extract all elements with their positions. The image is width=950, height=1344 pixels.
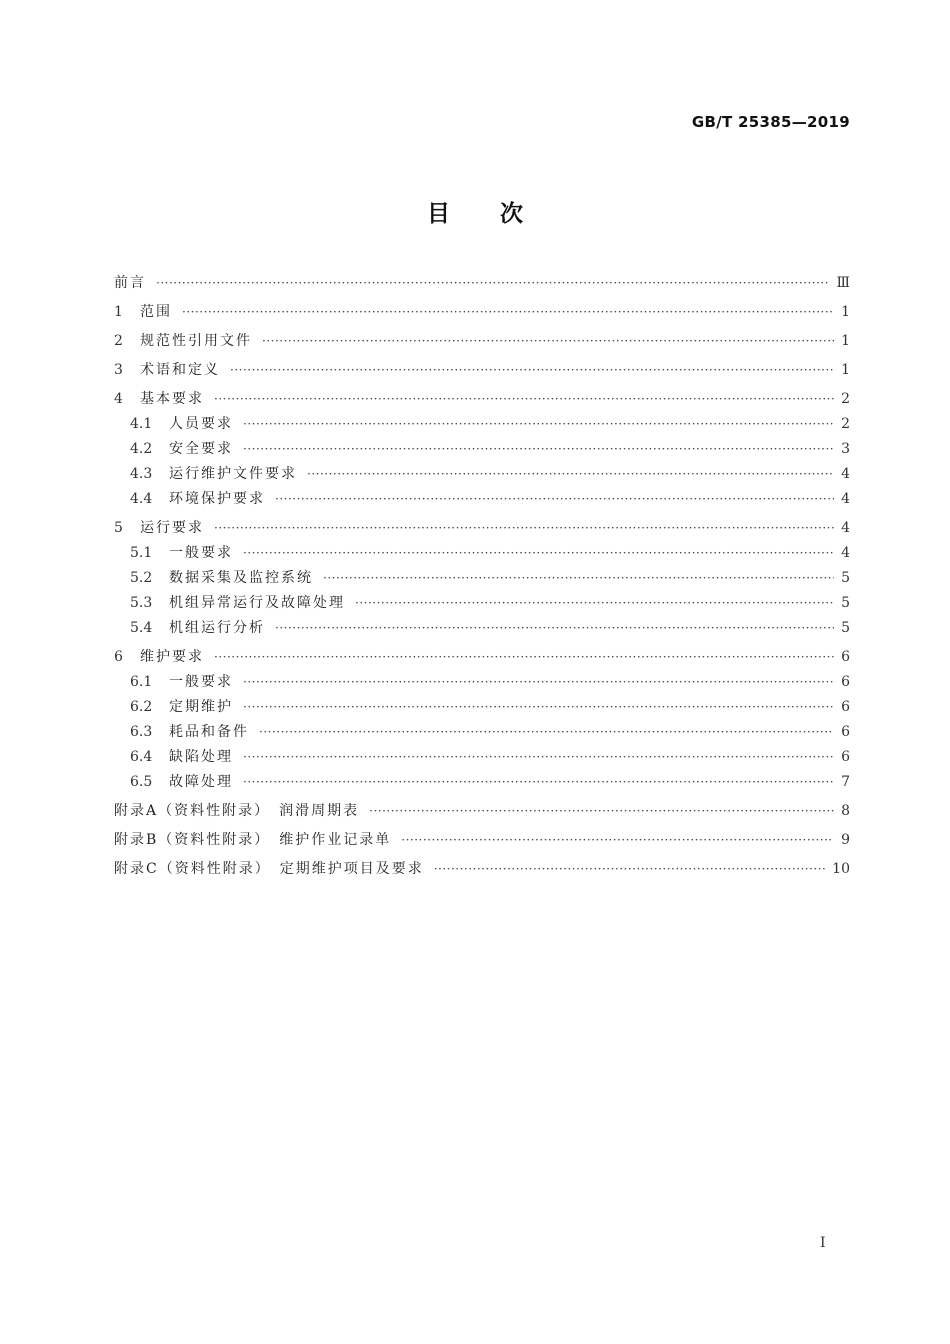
toc-entry-page: 3 <box>841 441 850 457</box>
toc-entry-number: 5.1 <box>130 545 153 561</box>
toc-entry-number: 6.4 <box>130 749 153 765</box>
toc-entry-appendix-c[interactable] <box>114 857 850 882</box>
toc-entry-page: 4 <box>841 545 850 561</box>
toc-entry-label: 机组运行分析 <box>169 620 265 636</box>
toc-entry-label: 附录C（资料性附录） 定期维护项目及要求 <box>114 861 424 877</box>
dot-leader <box>230 358 834 383</box>
dot-leader <box>307 462 834 487</box>
toc-entry-label: 范围 <box>140 304 172 320</box>
toc-entry-number: 4.3 <box>130 466 153 482</box>
toc-entry-number: 2 <box>114 333 123 349</box>
toc-entry-page: 2 <box>841 416 850 432</box>
toc-entry-page: 6 <box>841 649 850 665</box>
toc-entry-page: 1 <box>841 304 850 320</box>
dot-leader <box>243 437 834 462</box>
toc-entry-label: 附录A（资料性附录） 润滑周期表 <box>114 803 360 819</box>
dot-leader <box>275 487 834 512</box>
toc-entry-5-4[interactable] <box>114 616 850 641</box>
toc-entry-number: 4.2 <box>130 441 153 457</box>
toc-entry-label: 环境保护要求 <box>169 491 265 507</box>
dot-leader <box>156 271 830 296</box>
toc-entry-number: 4 <box>114 391 123 407</box>
toc-entry-number: 5.2 <box>130 570 153 586</box>
dot-leader <box>355 591 834 616</box>
dot-leader <box>369 799 834 824</box>
toc-entry-page: 6 <box>841 674 850 690</box>
dot-leader <box>243 695 834 720</box>
toc-entry-page: 7 <box>841 774 850 790</box>
toc-entry-page: 10 <box>832 861 850 877</box>
toc-entry-5-3[interactable] <box>114 591 850 616</box>
toc-entry-page: 5 <box>841 570 850 586</box>
dot-leader <box>259 720 834 745</box>
dot-leader <box>243 412 834 437</box>
toc-entry-6-3[interactable] <box>114 720 850 745</box>
toc-entry-number: 4.4 <box>130 491 153 507</box>
toc-entry-page: 5 <box>841 595 850 611</box>
toc-entry-label: 缺陷处理 <box>169 749 233 765</box>
toc-entry-label: 耗品和备件 <box>169 724 249 740</box>
toc-entry-5[interactable] <box>114 516 850 541</box>
page-title <box>0 195 950 228</box>
toc-entry-label: 维护要求 <box>140 649 204 665</box>
toc-entry-6[interactable] <box>114 645 850 670</box>
page-number: I <box>820 1235 826 1251</box>
dot-leader <box>243 745 834 770</box>
toc-entry-foreword[interactable] <box>114 271 850 296</box>
dot-leader <box>243 541 834 566</box>
toc-entry-label: 数据采集及监控系统 <box>169 570 313 586</box>
toc-entry-3[interactable] <box>114 358 850 383</box>
toc-entry-label: 运行要求 <box>140 520 204 536</box>
toc-entry-appendix-a[interactable] <box>114 799 850 824</box>
toc-entry-number: 4.1 <box>130 416 153 432</box>
toc-entry-number: 6.2 <box>130 699 153 715</box>
toc-entry-1[interactable] <box>114 300 850 325</box>
toc-entry-number: 6.1 <box>130 674 153 690</box>
toc-entry-label: 基本要求 <box>140 391 204 407</box>
toc-entry-page: 2 <box>841 391 850 407</box>
toc-entry-page: 8 <box>841 803 850 819</box>
toc-entry-label: 定期维护 <box>169 699 233 715</box>
toc-entry-6-4[interactable] <box>114 745 850 770</box>
toc-entry-4[interactable] <box>114 387 850 412</box>
toc-entry-page: 4 <box>841 520 850 536</box>
toc-entry-appendix-b[interactable] <box>114 828 850 853</box>
toc-entry-page: 6 <box>841 749 850 765</box>
toc-entry-label: 一般要求 <box>169 545 233 561</box>
dot-leader <box>243 770 834 795</box>
toc-entry-number: 6.3 <box>130 724 153 740</box>
toc-entry-label: 安全要求 <box>169 441 233 457</box>
toc-entry-label: 规范性引用文件 <box>140 333 252 349</box>
toc-entry-2[interactable] <box>114 329 850 354</box>
dot-leader <box>214 645 834 670</box>
toc-entry-label: 术语和定义 <box>140 362 220 378</box>
dot-leader <box>401 828 834 853</box>
table-of-contents <box>114 271 850 882</box>
toc-entry-4-2[interactable] <box>114 437 850 462</box>
toc-entry-label: 一般要求 <box>169 674 233 690</box>
toc-entry-6-2[interactable] <box>114 695 850 720</box>
toc-entry-4-3[interactable] <box>114 462 850 487</box>
dot-leader <box>275 616 834 641</box>
toc-entry-page: 6 <box>841 699 850 715</box>
toc-entry-4-4[interactable] <box>114 487 850 512</box>
toc-entry-number: 5.4 <box>130 620 153 636</box>
toc-entry-label: 附录B（资料性附录） 维护作业记录单 <box>114 832 392 848</box>
toc-entry-5-2[interactable] <box>114 566 850 591</box>
title-char-2: 次 <box>500 201 523 227</box>
toc-entry-page: 1 <box>841 333 850 349</box>
dot-leader <box>262 329 834 354</box>
dot-leader <box>323 566 834 591</box>
toc-entry-4-1[interactable] <box>114 412 850 437</box>
toc-entry-number: 3 <box>114 362 123 378</box>
toc-entry-page: Ⅲ <box>836 275 850 291</box>
toc-entry-number: 5.3 <box>130 595 153 611</box>
toc-entry-label: 运行维护文件要求 <box>169 466 297 482</box>
toc-entry-number: 6 <box>114 649 123 665</box>
toc-entry-label: 故障处理 <box>169 774 233 790</box>
standard-code: GB/T 25385—2019 <box>691 113 850 131</box>
toc-entry-page: 5 <box>841 620 850 636</box>
toc-entry-page: 4 <box>841 466 850 482</box>
toc-entry-5-1[interactable] <box>114 541 850 566</box>
dot-leader <box>214 516 834 541</box>
toc-entry-6-1[interactable] <box>114 670 850 695</box>
toc-entry-number: 5 <box>114 520 123 536</box>
dot-leader <box>434 857 826 882</box>
toc-entry-page: 1 <box>841 362 850 378</box>
toc-entry-page: 9 <box>841 832 850 848</box>
toc-entry-label: 人员要求 <box>169 416 233 432</box>
toc-entry-page: 6 <box>841 724 850 740</box>
toc-entry-label: 机组异常运行及故障处理 <box>169 595 345 611</box>
toc-entry-6-5[interactable] <box>114 770 850 795</box>
toc-entry-label: 前言 <box>114 275 146 291</box>
dot-leader <box>214 387 834 412</box>
toc-entry-number: 1 <box>114 304 123 320</box>
toc-entry-number: 6.5 <box>130 774 153 790</box>
dot-leader <box>243 670 834 695</box>
toc-entry-page: 4 <box>841 491 850 507</box>
dot-leader <box>182 300 834 325</box>
title-char-1: 目 <box>427 201 450 227</box>
